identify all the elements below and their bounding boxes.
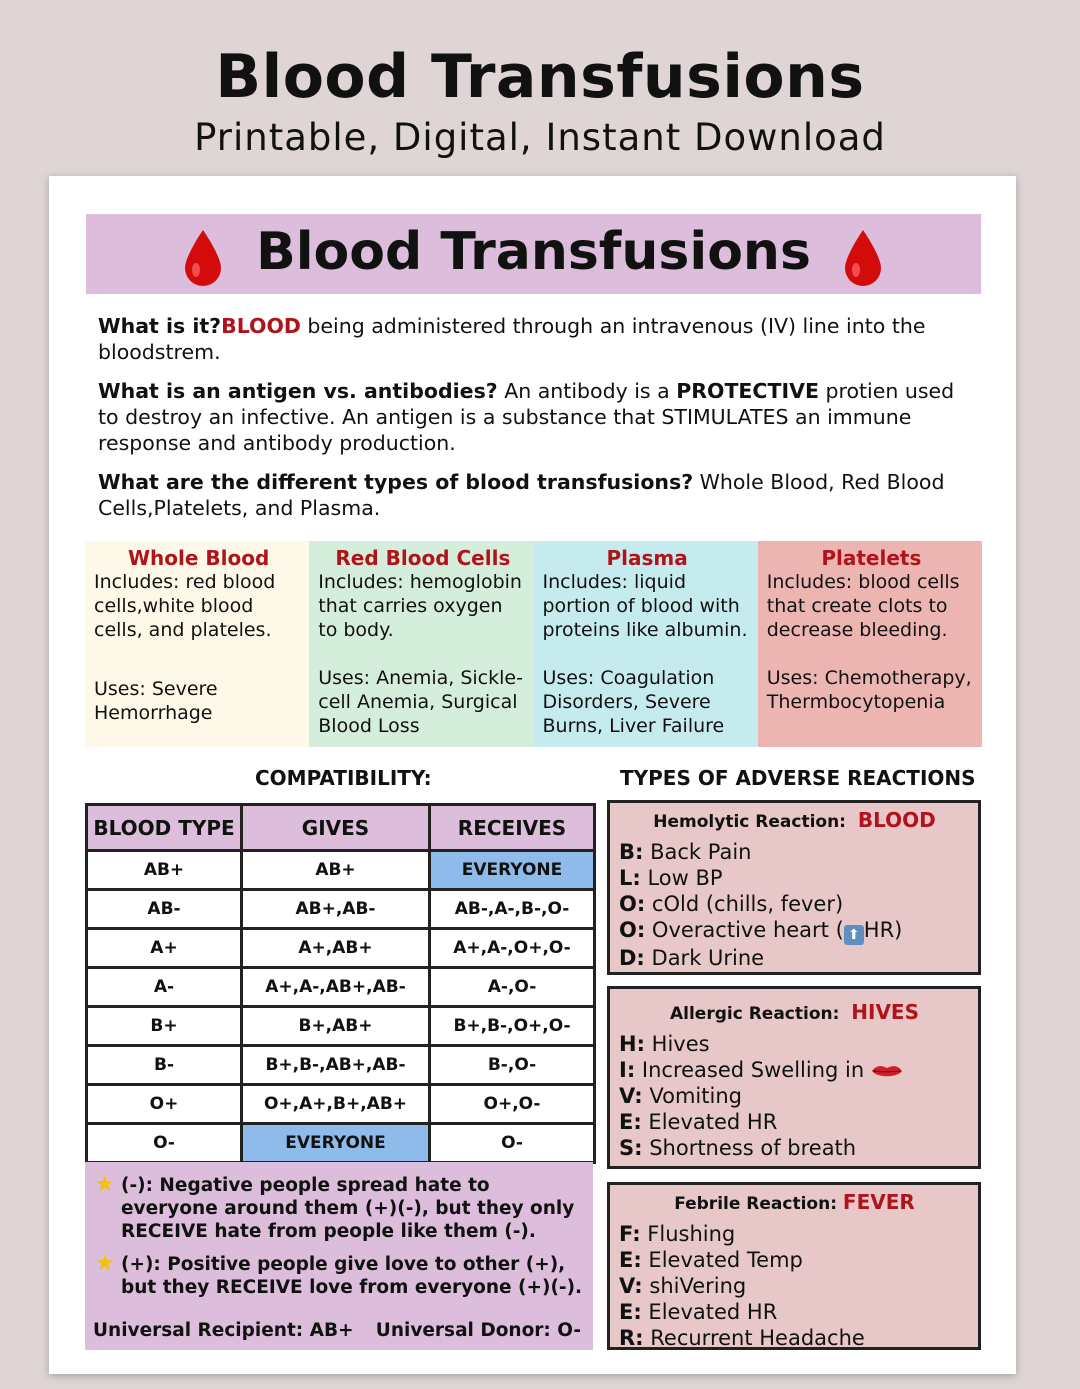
mnemonic-letter: I: bbox=[619, 1058, 636, 1082]
transfusion-types bbox=[85, 541, 982, 747]
intro-question: What is it? bbox=[98, 314, 222, 338]
mnemonic-letter: R: bbox=[619, 1326, 644, 1350]
universal-footer bbox=[93, 1319, 581, 1342]
type-includes: Includes: blood cells that create clots to decrease bleeding. bbox=[766, 571, 960, 641]
reaction-text: Flushing bbox=[640, 1222, 736, 1246]
type-includes: Includes: liquid portion of blood with proteins like albumin. bbox=[542, 571, 748, 641]
reaction-keyword: HIVES bbox=[851, 1000, 919, 1024]
table-cell: AB+ bbox=[242, 851, 430, 890]
mnemonic-letter: E: bbox=[619, 1248, 642, 1272]
type-uses: Uses: Anemia, Sickle-cell Anemia, Surgical Blood Loss bbox=[318, 667, 523, 737]
table-cell: O+,A+,B+,AB+ bbox=[242, 1085, 430, 1124]
intro-types bbox=[98, 469, 968, 521]
reaction-line bbox=[619, 917, 970, 945]
mnemonic-negative bbox=[95, 1174, 583, 1243]
table-row bbox=[87, 1124, 595, 1163]
reaction-text: Recurrent Headache bbox=[643, 1326, 865, 1350]
reaction-line bbox=[619, 1083, 970, 1109]
reaction-text: Hives bbox=[644, 1032, 710, 1056]
mnemonic-letter: B: bbox=[619, 840, 644, 864]
reaction-line bbox=[619, 891, 970, 917]
type-uses: Uses: Coagulation Disorders, Severe Burns, Liver Failure bbox=[542, 667, 725, 737]
universal-donor: Universal Donor: O- bbox=[375, 1320, 581, 1341]
hemolytic-reaction-box bbox=[607, 800, 981, 975]
type-uses: Uses: Severe Hemorrhage bbox=[94, 678, 218, 724]
column-header: RECEIVES bbox=[430, 805, 595, 851]
reaction-keyword: BLOOD bbox=[857, 808, 936, 832]
type-plasma bbox=[534, 541, 758, 747]
reaction-text: Shortness of breath bbox=[642, 1136, 857, 1160]
table-cell: O+ bbox=[87, 1085, 242, 1124]
table-cell: B+,AB+ bbox=[242, 1007, 430, 1046]
table-header-row bbox=[87, 805, 595, 851]
type-includes: Includes: red blood cells,white blood cells, and plateles. bbox=[94, 571, 276, 641]
table-cell: A+,A-,AB+,AB- bbox=[242, 968, 430, 1007]
intro-question: What is an antigen vs. antibodies? bbox=[98, 379, 498, 403]
mnemonic-letter: L: bbox=[619, 866, 641, 890]
sheet-banner bbox=[86, 214, 981, 294]
table-cell: B-,O- bbox=[430, 1046, 595, 1085]
mnemonic-positive bbox=[95, 1253, 583, 1299]
table-cell: EVERYONE bbox=[242, 1124, 430, 1163]
table-row bbox=[87, 929, 595, 968]
reaction-text: Elevated Temp bbox=[641, 1248, 803, 1272]
mnemonic-letter: V: bbox=[619, 1274, 643, 1298]
table-cell: EVERYONE bbox=[430, 851, 595, 890]
type-uses: Uses: Chemotherapy, Thermbocytopenia bbox=[766, 667, 972, 713]
reaction-line bbox=[619, 945, 970, 971]
reaction-line bbox=[619, 1325, 970, 1351]
reaction-title bbox=[619, 807, 970, 835]
table-cell: B+,B-,O+,O- bbox=[430, 1007, 595, 1046]
table-cell: AB-,A-,B-,O- bbox=[430, 890, 595, 929]
up-arrow-icon: ⬆ bbox=[844, 925, 864, 945]
table-row bbox=[87, 851, 595, 890]
reaction-title bbox=[619, 999, 970, 1027]
table-cell: A- bbox=[87, 968, 242, 1007]
table-cell: AB- bbox=[87, 890, 242, 929]
reaction-line bbox=[619, 1109, 970, 1135]
reaction-name: Hemolytic Reaction: bbox=[653, 812, 846, 832]
mnemonic-letter: O: bbox=[619, 892, 646, 916]
table-row bbox=[87, 1007, 595, 1046]
reaction-line bbox=[619, 1247, 970, 1273]
table-cell: O+,O- bbox=[430, 1085, 595, 1124]
compatibility-heading: COMPATIBILITY: bbox=[255, 766, 432, 790]
intro-antigen bbox=[98, 378, 968, 456]
mnemonic-letter: H: bbox=[619, 1032, 645, 1056]
reaction-text: Overactive heart ( bbox=[645, 918, 844, 942]
febrile-reaction-box bbox=[607, 1182, 981, 1350]
type-title: Platelets bbox=[821, 546, 922, 570]
intro-text: protien used to destroy an infective. An antigen is a substance that STIMULATES an immune response and antibody production. bbox=[98, 379, 955, 455]
table-cell: A+ bbox=[87, 929, 242, 968]
blood-drop-icon bbox=[841, 228, 885, 288]
intro-keyword: PROTECTIVE bbox=[676, 379, 819, 403]
type-whole-blood bbox=[85, 541, 309, 747]
mnemonic-text: (-): Negative people spread hate to everyone around them (+)(-), but they only RECEIVE hate from people like them (-). bbox=[121, 1175, 575, 1242]
table-cell: A-,O- bbox=[430, 968, 595, 1007]
type-includes: Includes: hemoglobin that carries oxygen to body. bbox=[318, 571, 522, 641]
universal-recipient: Universal Recipient: AB+ bbox=[93, 1320, 354, 1341]
reaction-text: Elevated HR bbox=[641, 1300, 778, 1324]
page-title: Blood Transfusions bbox=[215, 42, 865, 112]
mnemonic-letter: D: bbox=[619, 946, 645, 970]
table-row bbox=[87, 1046, 595, 1085]
reaction-text: Back Pain bbox=[643, 840, 752, 864]
mnemonic-letter: E: bbox=[619, 1300, 642, 1324]
type-title: Plasma bbox=[606, 546, 688, 570]
table-cell: AB+,AB- bbox=[242, 890, 430, 929]
reaction-text: Low BP bbox=[640, 866, 723, 890]
reaction-text: Elevated HR bbox=[641, 1110, 778, 1134]
mnemonic-letter: S: bbox=[619, 1136, 643, 1160]
intro-what-is-it bbox=[98, 313, 968, 365]
lips-icon bbox=[871, 1063, 903, 1079]
reaction-line bbox=[619, 1299, 970, 1325]
reaction-text: Vomiting bbox=[642, 1084, 742, 1108]
table-row bbox=[87, 890, 595, 929]
reaction-line bbox=[619, 1031, 970, 1057]
mnemonic-text: (+): Positive people give love to other (+), but they RECEIVE love from everyone (+)(-). bbox=[121, 1254, 583, 1298]
reaction-line bbox=[619, 1273, 970, 1299]
type-title: Whole Blood bbox=[127, 546, 270, 570]
mnemonic-letter: V: bbox=[619, 1084, 643, 1108]
page-subtitle: Printable, Digital, Instant Download bbox=[194, 116, 886, 159]
type-platelets bbox=[758, 541, 982, 747]
intro-keyword: BLOOD bbox=[221, 314, 301, 338]
reaction-text: HR) bbox=[863, 918, 903, 942]
reaction-keyword: FEVER bbox=[842, 1190, 915, 1214]
table-cell: B- bbox=[87, 1046, 242, 1085]
table-cell: A+,AB+ bbox=[242, 929, 430, 968]
printable-sheet bbox=[49, 176, 1016, 1374]
reaction-title bbox=[619, 1189, 970, 1217]
intro-text: Whole Blood, Red Blood Cells,Platelets, and Plasma. bbox=[98, 470, 945, 520]
reaction-text: Increased Swelling in bbox=[635, 1058, 871, 1082]
intro-text: being administered through an intravenous (IV) line into the bloodstrem. bbox=[98, 314, 926, 364]
reaction-name: Febrile Reaction: bbox=[674, 1194, 837, 1214]
table-cell: B+ bbox=[87, 1007, 242, 1046]
table-row bbox=[87, 1085, 595, 1124]
reaction-text: cOld (chills, fever) bbox=[645, 892, 844, 916]
table-cell: O- bbox=[430, 1124, 595, 1163]
intro-question: What are the different types of blood transfusions? bbox=[98, 470, 694, 494]
table-cell: AB+ bbox=[87, 851, 242, 890]
reaction-line bbox=[619, 839, 970, 865]
reaction-name: Allergic Reaction: bbox=[670, 1004, 840, 1024]
reaction-line bbox=[619, 1221, 970, 1247]
allergic-reaction-box bbox=[607, 986, 981, 1169]
intro-text: An antibody is a bbox=[497, 379, 677, 403]
table-cell: B+,B-,AB+,AB- bbox=[242, 1046, 430, 1085]
mnemonic-box bbox=[85, 1162, 593, 1350]
reactions-heading: TYPES OF ADVERSE REACTIONS bbox=[620, 766, 976, 790]
reaction-line bbox=[619, 1135, 970, 1161]
reaction-text: shiVering bbox=[642, 1274, 747, 1298]
reaction-line bbox=[619, 1057, 970, 1083]
mnemonic-letter: E: bbox=[619, 1110, 642, 1134]
mnemonic-letter: F: bbox=[619, 1222, 641, 1246]
table-cell: O- bbox=[87, 1124, 242, 1163]
type-red-blood-cells bbox=[309, 541, 533, 747]
column-header: BLOOD TYPE bbox=[87, 805, 242, 851]
compatibility-table bbox=[85, 803, 596, 1164]
column-header: GIVES bbox=[242, 805, 430, 851]
table-cell: A+,A-,O+,O- bbox=[430, 929, 595, 968]
table-row bbox=[87, 968, 595, 1007]
sheet-title: Blood Transfusions bbox=[256, 222, 811, 282]
mnemonic-letter: O: bbox=[619, 918, 646, 942]
star-icon: ★ bbox=[95, 1172, 115, 1197]
star-icon: ★ bbox=[95, 1251, 115, 1276]
reaction-text: Dark Urine bbox=[644, 946, 765, 970]
reaction-line bbox=[619, 865, 970, 891]
type-title: Red Blood Cells bbox=[335, 546, 511, 570]
